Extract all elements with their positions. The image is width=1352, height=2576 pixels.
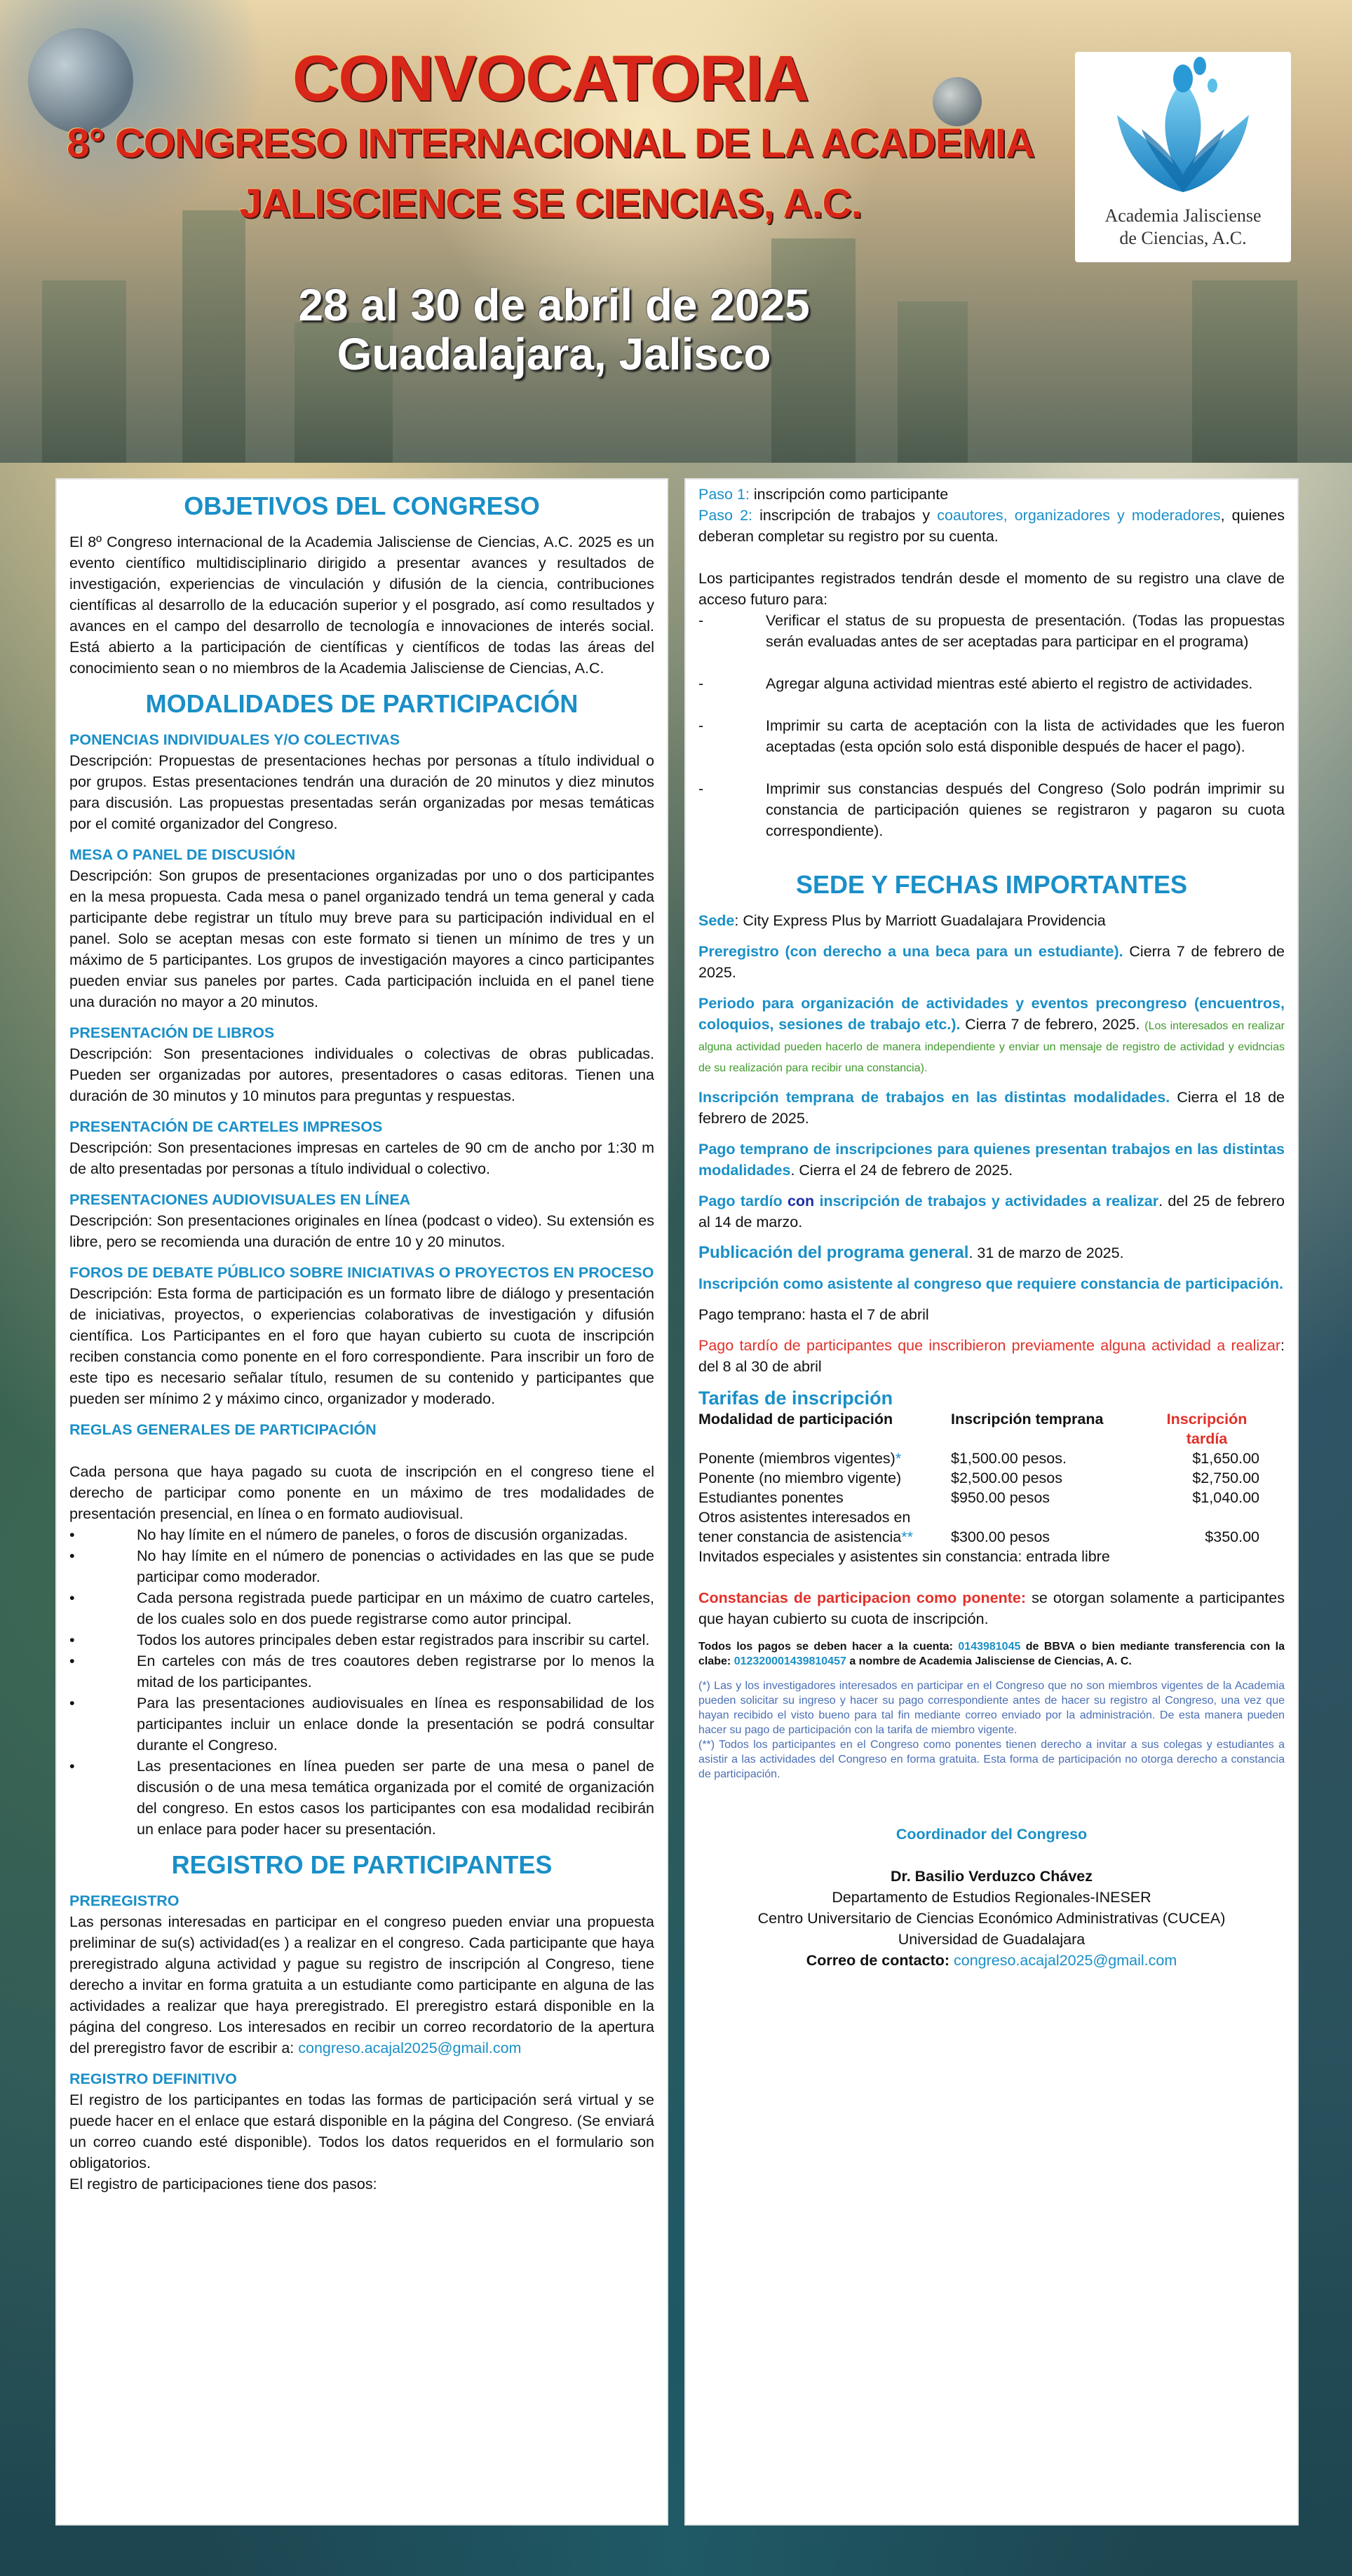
tower-graphic <box>1192 280 1297 463</box>
modalidad-title: PRESENTACIÓN DE LIBROS <box>69 1024 275 1041</box>
tarifas-heading: Tarifas de inscripción <box>698 1388 893 1409</box>
logo-caption: Academia Jalisciense de Ciencias, A.C. <box>1104 205 1262 248</box>
list-item: • No hay límite en el número de paneles, o foros de discusión organizadas. <box>69 1526 628 1543</box>
list-item: - Imprimir su carta de aceptación con la lista de actividades que les fueron aceptadas (esta opción solo está disponible después de hacer el pago). <box>698 717 1285 755</box>
modalidad-title: PRESENTACIÓN DE CARTELES IMPRESOS <box>69 1118 383 1135</box>
footnote-1: (*) Las y los investigadores interesados en participar en el Congreso que no son miembros vigentes de la Academia pueden solicitar su ingreso y hacer su pago correspondiente antes de hacer su registro al Congreso, una vez que hayan recibido el visto bueno para tal fin mediante correo enviado por la administración. De esta manera pueden hacer su pago de participación con la tarifa de miembro vigente. <box>698 1680 1285 1736</box>
agave-flame-icon <box>1075 52 1291 203</box>
list-item: • Cada persona registrada puede participar en un máximo de cuatro carteles, de los cuales solo en dos puede registrarse como autor principal. <box>69 1589 654 1627</box>
modalidad-title: FOROS DE DEBATE PÚBLICO SOBRE INICIATIVAS O PROYECTOS EN PROCESO <box>69 1264 654 1281</box>
list-item: - Verificar el status de su propuesta de presentación. (Todas las propuestas serán evaluadas antes de ser aceptadas para participar en el programa) <box>698 612 1285 650</box>
reglas-intro: Cada persona que haya pagado su cuota de inscripción en el congreso tiene el derecho de participar como ponente en un máximo de tres modalidades de presentación presencial, en línea o en formato audiovisual. <box>69 1463 654 1522</box>
section-heading-objetivos: OBJETIVOS DEL CONGRESO <box>184 492 540 520</box>
modalidad-item <box>69 1262 654 1409</box>
coordinador-centro: Centro Universitario de Ciencias Económico Administrativas (CUCEA) <box>757 1910 1226 1927</box>
table-row: Otros asistentes interesados en tener constancia de asistencia** $300.00 pesos $350.00 <box>698 1509 1259 1545</box>
coordinador-univ: Universidad de Guadalajara <box>898 1931 1086 1948</box>
modalidad-title: MESA O PANEL DE DISCUSIÓN <box>69 846 296 863</box>
list-item: • Para las presentaciones audiovisuales en línea es responsabilidad de los participantes incluir un enlace donde la presentación se podrá consultar durante el Congreso. <box>69 1695 654 1754</box>
page-subtitle: JALISCIENCE SE CIENCIAS, A.C. <box>239 181 862 226</box>
modalidad-item <box>69 729 654 834</box>
section-heading-modalidades: MODALIDADES DE PARTICIPACIÓN <box>145 689 579 718</box>
preregistro-title: PREREGISTRO <box>69 1892 180 1909</box>
list-item: • Todos los autores principales deben estar registrados para inscribir su cartel. <box>69 1632 650 1648</box>
modalidad-item <box>69 844 654 1012</box>
modalidad-description: Descripción: Son presentaciones individuales o colectivas de obras publicadas. Pueden ser organizadas por autores, presentadores o casas editoras. Tienen una duración de 30 minutos y 10 minutos para preguntas y respuestas. <box>69 1045 654 1104</box>
fecha-inscripcion-temprana: Inscripción temprana de trabajos en las distintas modalidades. Cierra el 18 de febrero de 2025. <box>698 1089 1285 1127</box>
modalidad-item <box>69 1189 654 1252</box>
payment-info: Todos los pagos se deben hacer a la cuenta: 0143981045 de BBVA o bien mediante transferencia con la clabe: 012320001439810457 a nombre de Academia Jalisciense de Ciencias, A. C. <box>698 1641 1285 1667</box>
left-column <box>55 478 668 2526</box>
clave-intro: Los participantes registrados tendrán desde el momento de su registro una clave de acceso futuro para: <box>698 570 1285 608</box>
contact-email-link[interactable]: congreso.acajal2025@gmail.com <box>954 1952 1177 1969</box>
paso-1: Paso 1: inscripción como participante <box>698 486 949 503</box>
event-dates: 28 al 30 de abril de 2025 <box>298 280 810 330</box>
modalidad-description: Descripción: Propuestas de presentaciones hechas por personas a título individual o por grupos. Estas presentaciones tendrán una duración de 20 minutos y diez minutos para discusión. Las propuestas presentadas serán organizadas por mesas temáticas por el comité organizador del Congreso. <box>69 752 654 832</box>
paso-2: Paso 2: inscripción de trabajos y coautores, organizadores y moderadores, quienes deberan completar su registro por su cuenta. <box>698 507 1285 545</box>
list-item: - Imprimir sus constancias después del Congreso (Solo podrán imprimir su constancia de participación quienes se registraron y pagaron su cuota correspondiente). <box>698 780 1285 839</box>
list-item: - Agregar alguna actividad mientras esté abierto el registro de actividades. <box>698 675 1253 692</box>
section-heading-registro: REGISTRO DE PARTICIPANTES <box>171 1850 553 1879</box>
coordinador-name: Dr. Basilio Verduzco Chávez <box>891 1868 1093 1885</box>
table-row: Invitados especiales y asistentes sin constancia: entrada libre <box>698 1548 1110 1565</box>
page-subtitle: 8° CONGRESO INTERNACIONAL DE LA ACADEMIA <box>67 121 1034 166</box>
reglas-heading: REGLAS GENERALES DE PARTICIPACIÓN <box>69 1421 377 1438</box>
list-item: • No hay límite en el número de ponencias o actividades en las que se pude participar como moderador. <box>69 1547 654 1585</box>
modalidad-item <box>69 1116 654 1179</box>
contact-email-link[interactable]: congreso.acajal2025@gmail.com <box>298 2040 522 2056</box>
sede-line: Sede: City Express Plus by Marriott Guadalajara Providencia <box>698 912 1106 929</box>
registro-definitivo-title: REGISTRO DEFINITIVO <box>69 2070 237 2087</box>
modalidad-description: Descripción: Son presentaciones impresas en carteles de 90 cm de ancho por 1:30 m de alto presentadas por personas a título individual o colectivo. <box>69 1139 654 1177</box>
fecha-publicacion: Publicación del programa general. 31 de marzo de 2025. <box>698 1243 1124 1262</box>
table-row: Estudiantes ponentes $950.00 pesos $1,040.00 <box>698 1489 1259 1506</box>
list-item: • En carteles con más de tres coautores deben registrarse por lo menos la mitad de los participantes. <box>69 1653 654 1690</box>
section-heading-sede: SEDE Y FECHAS IMPORTANTES <box>795 870 1188 899</box>
registro-definitivo-text: El registro de los participantes en todas las formas de participación será virtual y se puede hacer en el enlace que estará disponible en la página del Congreso. (Se enviará un correo cuando esté disponible). Todos los datos requeridos en el formulario son obligatorios. <box>69 2092 654 2171</box>
modalidad-item <box>69 1022 654 1106</box>
table-row: Ponente (no miembro vigente) $2,500.00 pesos $2,750.00 <box>698 1470 1259 1486</box>
fecha-periodo: Periodo para organización de actividades y eventos precongreso (encuentros, coloquios, sesiones de trabajo etc.). Cierra 7 de febrero, 2025. (Los interesados en realizar alguna actividad pueden hacerlo de manera independiente y enviar un mensaje de registro de actividad y evidncias de su realización para recibir una constancia). <box>698 995 1285 1074</box>
list-item: • Las presentaciones en línea pueden ser parte de una mesa o panel de discusión o de una mesa temática organizada por el comité de organización del congreso. En estos casos los participantes con esa modalidad recibirán un enlace para poder hacer su presentación. <box>69 1758 654 1838</box>
objetivos-text: El 8º Congreso internacional de la Academia Jalisciense de Ciencias, A.C. 2025 es un evento científico multidisciplinario dirigido a presentar avances y resultados de investigación, experiencias de vinculación y difusión de la ciencia, contribuciones científicas al desarrollo de la educación superior y el posgrado, así como resultados y avances en el campo del desarrollo de tecnología e innovaciones de interés social. Está abierto a la participación de científicas y científicos de todas las áreas del conocimiento sean o no miembros de la Academia Jalisciense de Ciencias, A.C. <box>69 534 654 677</box>
footnote-2: (**) Todos los participantes en el Congreso como ponentes tienen derecho a invitar a sus colegas y estudiantes a asistir a las actividades del Congreso en forma gratuita. Esta forma de participación no otorga derecho a constancia de participación. <box>698 1739 1285 1780</box>
academy-logo <box>1075 52 1291 262</box>
coordinador-heading: Coordinador del Congreso <box>895 1826 1088 1843</box>
asistente-pago-tardio: Pago tardío de participantes que inscribieron previamente alguna actividad a realizar: del 8 al 30 de abril <box>698 1337 1285 1375</box>
fecha-pago-tardio: Pago tardío con inscripción de trabajos y actividades a realizar. del 25 de febrero al 14 de marzo. <box>698 1193 1285 1231</box>
right-column <box>684 478 1299 2526</box>
modalidad-description: Descripción: Son presentaciones originales en línea (podcast o video). Su extensión es libre, pero se recomienda una duración de entre 10 y 20 minutos. <box>69 1212 654 1250</box>
table-header-row: Modalidad de participación Inscripción temprana Inscripción tardía <box>698 1411 1248 1447</box>
fecha-preregistro: Preregistro (con derecho a una beca para un estudiante). Cierra 7 de febrero de 2025. <box>698 943 1285 981</box>
table-row: Ponente (miembros vigentes)* $1,500.00 pesos. $1,650.00 <box>698 1450 1259 1467</box>
coordinador-dept: Departamento de Estudios Regionales-INESER <box>832 1889 1151 1906</box>
registro-pasos-intro: El registro de participaciones tiene dos pasos: <box>69 2176 377 2192</box>
modalidad-description: Descripción: Son grupos de presentaciones organizadas por uno o dos participantes en la mesa propuesta. Cada mesa o panel organizado tendrá un tema general y cada participante debe registrar un título muy breve para su participación individual en el panel. Solo se aceptan mesas con este formato si tienen un mínimo de tres y un máximo de 5 participantes. Los grupos de investigación mayores a cinco participantes pueden enviar sus paneles por partes. Cada participación incluida en el panel tiene una duración no mayor a 20 minutos. <box>69 867 654 1010</box>
asistente-title: Inscripción como asistente al congreso que requiere constancia de participación. <box>698 1275 1283 1292</box>
modalidad-title: PONENCIAS INDIVIDUALES Y/O COLECTIVAS <box>69 731 400 748</box>
tarifas-table <box>698 1409 1259 1566</box>
modalidad-description: Descripción: Esta forma de participación es un formato libre de diálogo y presentación de iniciativas, proyectos, o experiencias colaborativas de investigación y difusión científica. Los Participantes en el foro que hayan cubierto su cuota de inscripción reciben constancia como ponente en el foro correspondiente. Para inscribir un foro de este tipo es necesario señalar título, resumen de su contenido y participantes que pueden ser mínimo 2 y máximo cinco, organizador y moderado. <box>69 1285 654 1407</box>
contacto-line: Correo de contacto: congreso.acajal2025@gmail.com <box>806 1952 1177 1969</box>
modalidad-title: PRESENTACIONES AUDIOVISUALES EN LÍNEA <box>69 1191 411 1208</box>
fecha-pago-temprano: Pago temprano de inscripciones para quienes presentan trabajos en las distintas modalidades. Cierra el 24 de febrero de 2025. <box>698 1141 1285 1179</box>
constancias-line: Constancias de participacion como ponente: se otorgan solamente a participantes que hayan cubierto su cuota de inscripción. <box>698 1589 1285 1627</box>
asistente-pago-temprano: Pago temprano: hasta el 7 de abril <box>698 1306 929 1323</box>
event-location: Guadalajara, Jalisco <box>337 329 771 379</box>
page-title: CONVOCATORIA <box>292 43 809 114</box>
preregistro-text: Las personas interesadas en participar en el congreso pueden enviar una propuesta preliminar de su(s) actividad(es ) a realizar en el congreso. Cada participante que haya preregistrado alguna actividad y pague su registro de inscripción al Congreso, tiene derecho a invitar en forma gratuita a un estudiante como participante en alguna de las actividades a realizar que haya preregistrado. El preregistro estará disponible en la página del congreso. Los interesados en recibir un correo recordatorio de la apertura del preregistro favor de escribir a: congreso.acajal2025@gmail.com <box>69 1913 654 2056</box>
header-banner <box>0 0 1352 463</box>
